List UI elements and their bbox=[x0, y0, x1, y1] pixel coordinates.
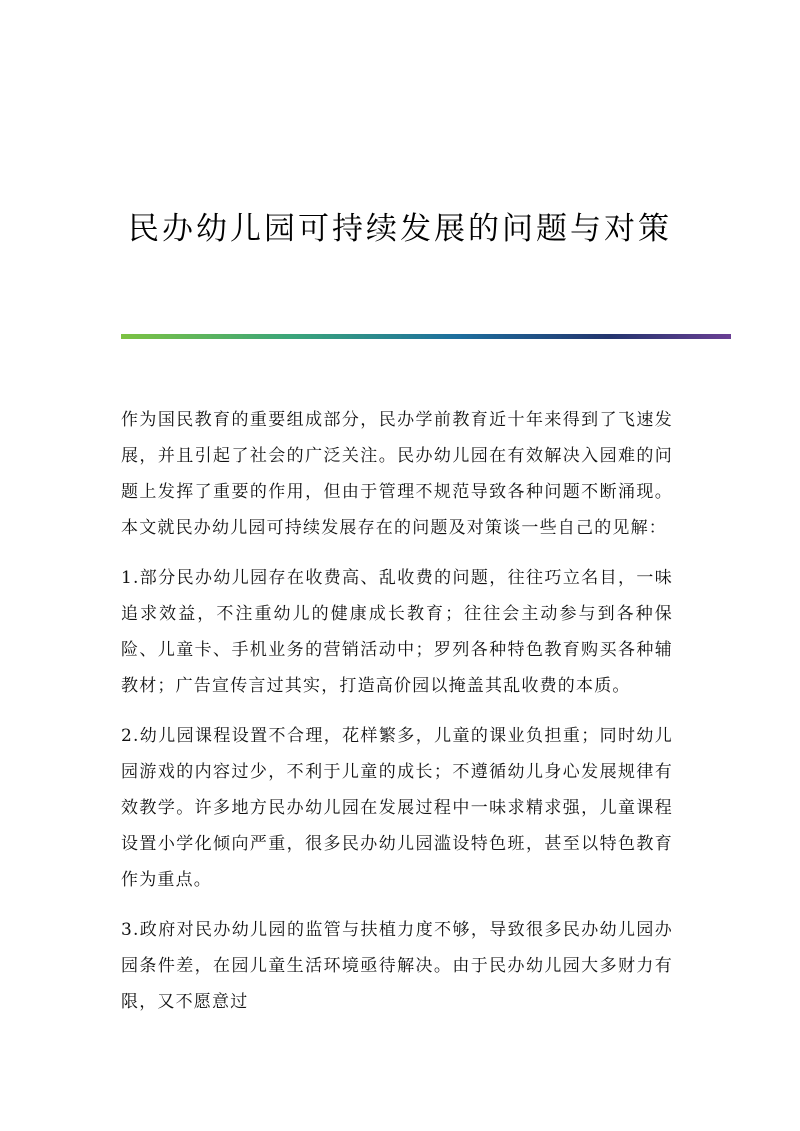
paragraph-point-1: 1.部分民办幼儿园存在收费高、乱收费的问题，往往巧立名目，一味追求效益，不注重幼儿的健康成长教育；往往会主动参与到各种保险、儿童卡、手机业务的营销活动中；罗列各种特色教育购买各种辅教材；广告宣传言过其实，打造高价园以掩盖其乱收费的本质。 bbox=[121, 568, 673, 696]
paragraph-point-3: 3.政府对民办幼儿园的监管与扶植力度不够，导致很多民办幼儿园办园条件差，在园儿童生活环境亟待解决。由于民办幼儿园大多财力有限，又不愿意过 bbox=[121, 920, 673, 1012]
document-body bbox=[121, 402, 673, 1034]
paragraph-intro: 作为国民教育的重要组成部分，民办学前教育近十年来得到了飞速发展，并且引起了社会的广泛关注。民办幼儿园在有效解决入园难的问题上发挥了重要的作用，但由于管理不规范导致各种问题不断涌现。本文就民办幼儿园可持续发展存在的问题及对策谈一些自己的见解： bbox=[121, 410, 673, 538]
paragraph-point-2: 2.幼儿园课程设置不合理，花样繁多，儿童的课业负担重；同时幼儿园游戏的内容过少，不利于儿童的成长；不遵循幼儿身心发展规律有效教学。许多地方民办幼儿园在发展过程中一味求精求强，儿童课程设置小学化倾向严重，很多民办幼儿园滥设特色班，甚至以特色教育作为重点。 bbox=[121, 726, 673, 890]
page-title: 民办幼儿园可持续发展的问题与对策 bbox=[128, 210, 672, 247]
title-divider bbox=[121, 334, 731, 339]
